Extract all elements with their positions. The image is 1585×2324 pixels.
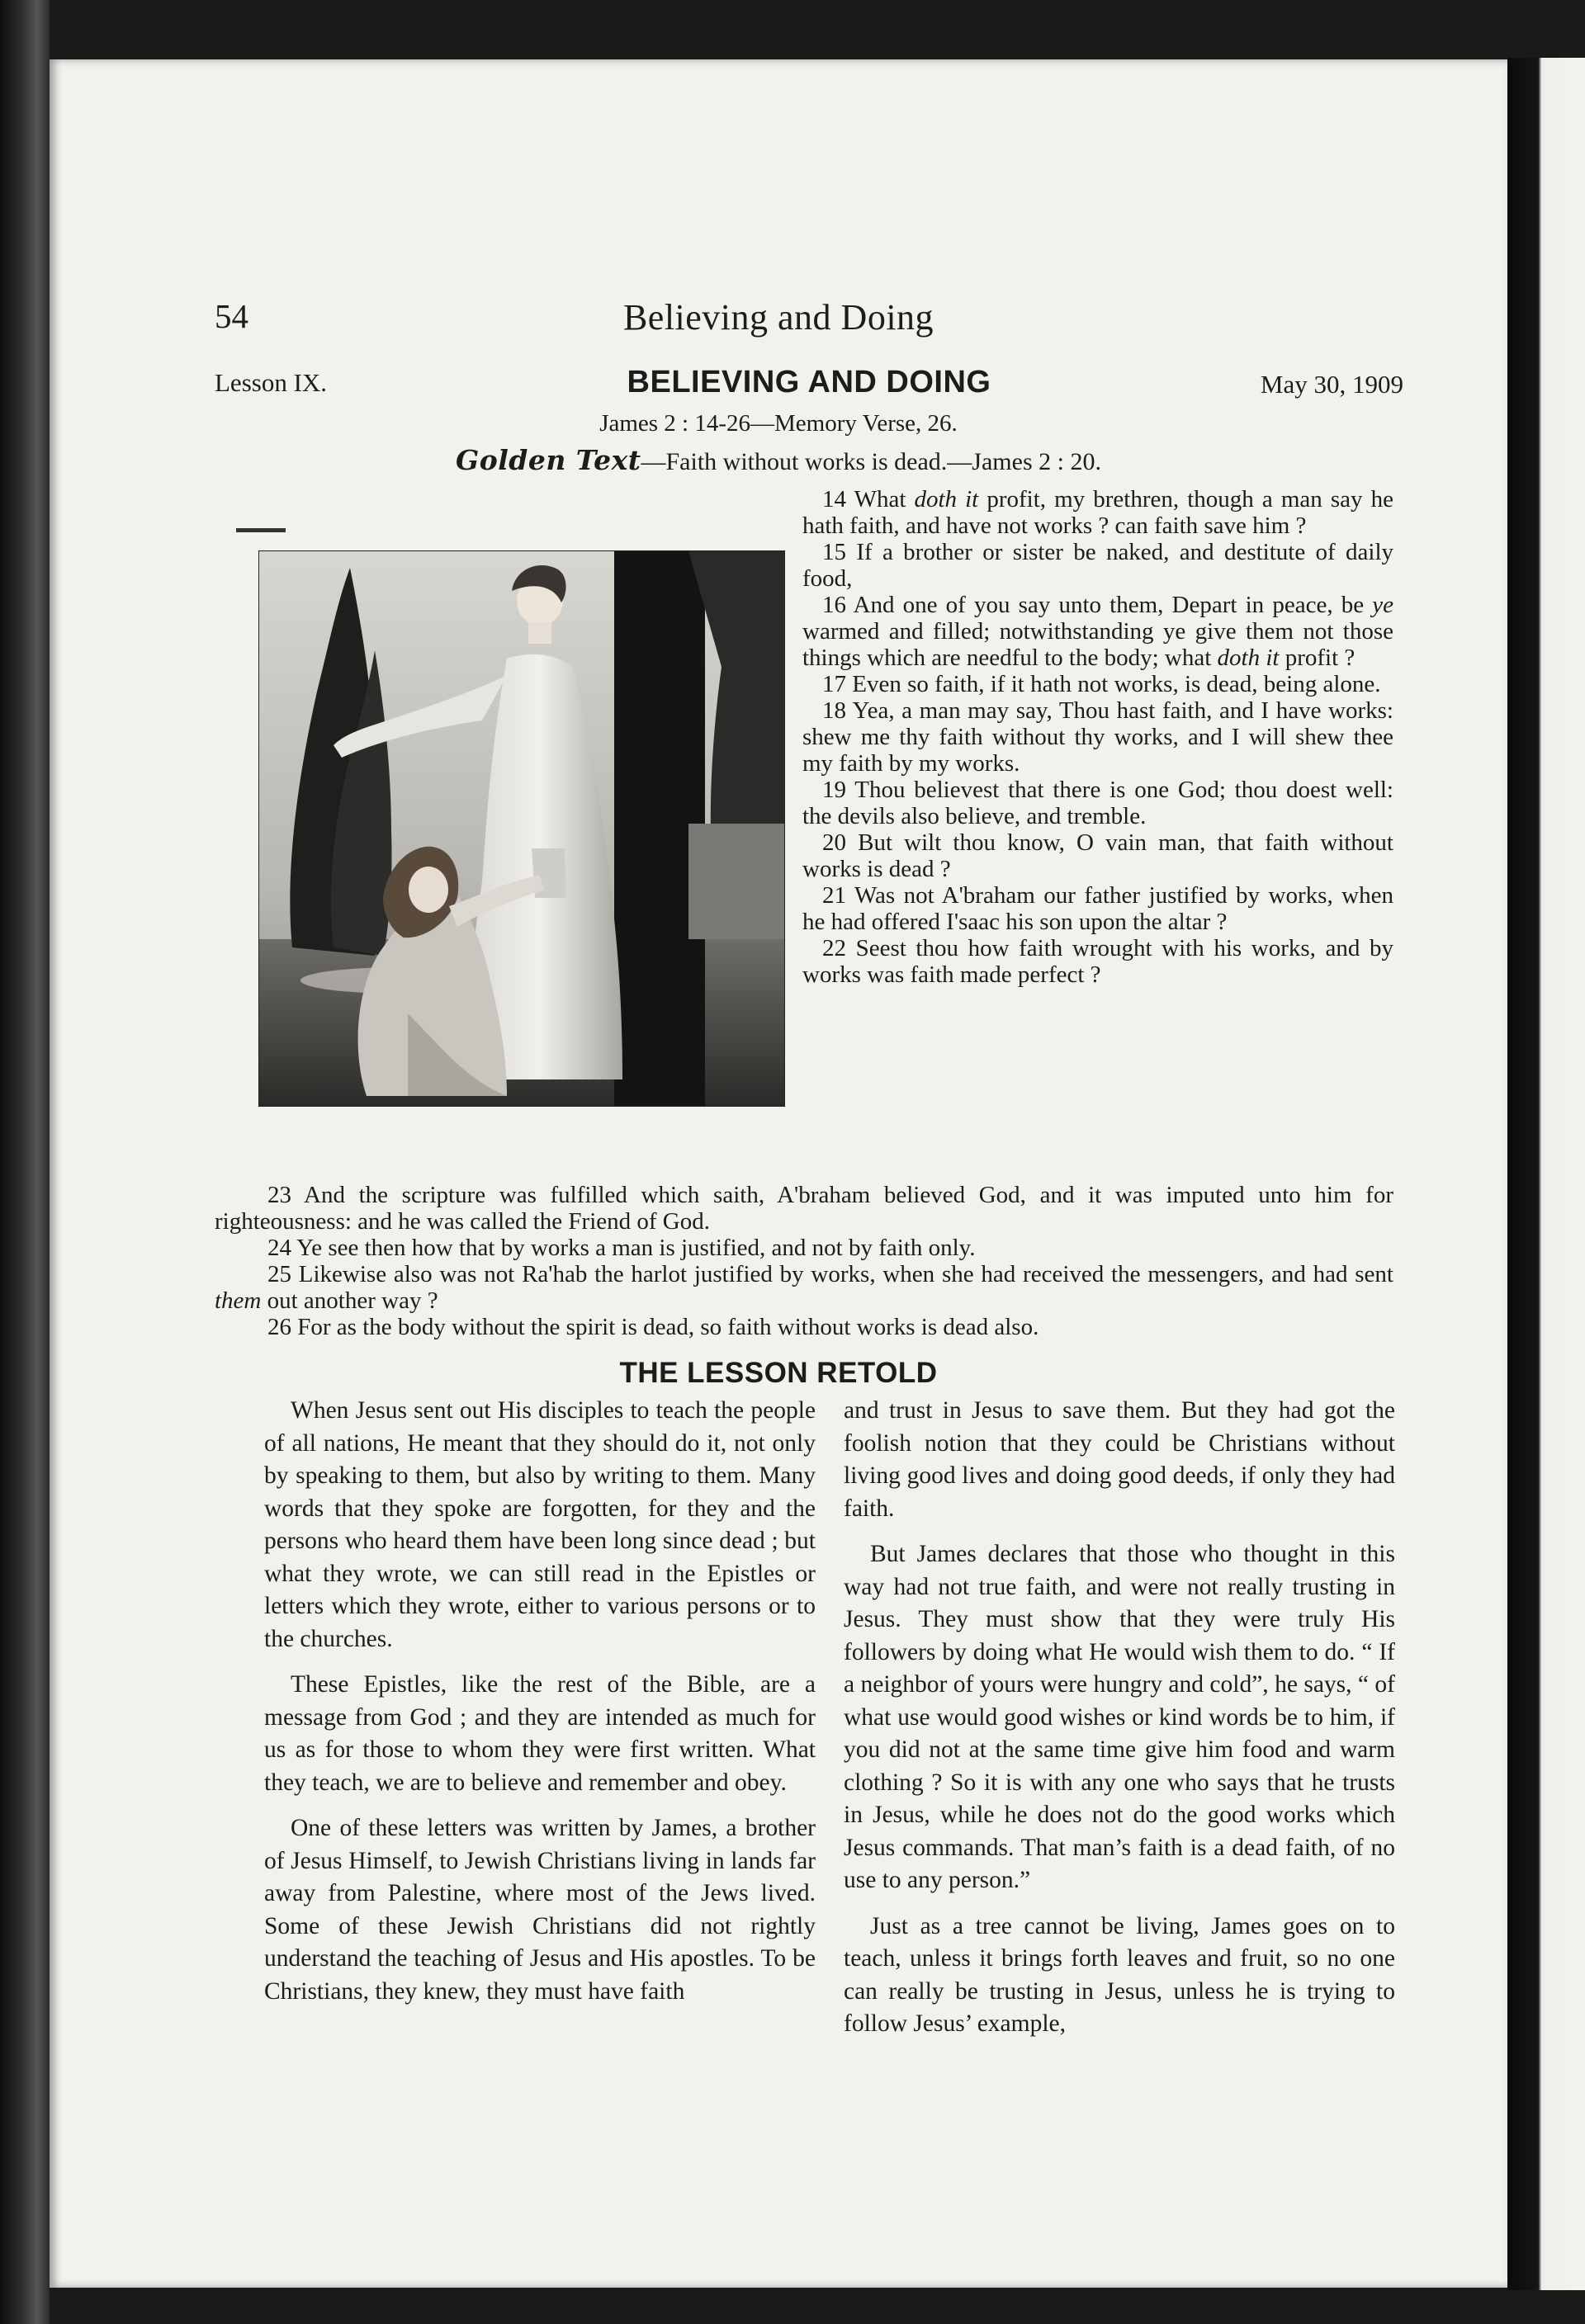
verse-15: 15 If a brother or sister be naked, and destitute of daily food, (802, 539, 1393, 592)
verse-18: 18 Yea, a man may say, Thou hast faith, and I have works: shew me thy faith without thy works, and I will shew thee my faith by my works. (802, 697, 1393, 777)
verse-19: 19 Thou believest that there is one God; thou doest well: the devils also believe, and tremble. (802, 777, 1393, 829)
running-title: Believing and Doing (622, 297, 934, 338)
retold-paragraph: Just as a tree cannot be living, James goes on to teach, unless it brings forth leaves and fruit, so no one can really be trusting in Jesus, unless he is trying to follow Jesus’ example, (844, 1912, 1395, 2037)
retold-paragraph: When Jesus sent out His disciples to teach the people of all nations, He meant that they should do it, not only by speaking to them, but also by writing to them. Many words that they spoke are forgotten, for they and the persons who heard them have been long since dead ; but what they wrote, we can still read in the Epistles or letters which they wrote, either to various persons or to the churches. (264, 1397, 816, 1652)
verse-17: 17 Even so faith, if it hath not works, is dead, being alone. (822, 671, 1381, 697)
verse-26: 26 For as the body without the spirit is dead, so faith without works is dead also. (267, 1314, 1039, 1340)
verse-22: 22 Seest thou how faith wrought with his works, and by works was faith made perfect ? (802, 935, 1393, 988)
book-page (50, 59, 1507, 2288)
scripture-reference: James 2 : 14-26—Memory Verse, 26. (599, 410, 958, 437)
margin-dash-mark (236, 528, 286, 532)
running-header (50, 296, 1507, 338)
retold-left-column (264, 1395, 816, 2021)
verse-25: 25 Likewise also was not Ra'hab the harlot justified by works, when she had received the messengers, and had sent them out another way ? (215, 1261, 1393, 1314)
retold-paragraph: and trust in Jesus to save them. But they had got the foolish notion that they could be Christians without living good lives and doing good deeds, if only they had faith. (844, 1397, 1395, 1522)
lesson-number: Lesson IX. (215, 368, 328, 397)
lesson-date: May 30, 1909 (1260, 370, 1403, 399)
illustration-woman-kneeling (258, 550, 785, 1107)
verse-14: 14 What doth it profit, my brethren, though a man say he hath faith, and have not works ? can faith save him ? (802, 486, 1393, 539)
retold-paragraph: But James declares that those who thought in this way had not true faith, and were not really trusting in Jesus. They must show that they were truly His followers by doing what He would wish them to do. “ If a neighbor of yours were hungry and cold”, he says, “ of what use would good wishes or kind words be to him, if you did not at the same time give him food and warm clothing ? So it is with any one who says that he trusts in Jesus, while he does not do the good works which Jesus commands. That man’s faith is a dead faith, of no use to any person.” (844, 1541, 1395, 1893)
retold-paragraph: These Epistles, like the rest of the Bible, are a message from God ; and they are intended as much for us as for those to whom they were first written. What they teach, we are to believe and remember and obey. (264, 1671, 816, 1796)
verse-23: 23 And the scripture was fulfilled which saith, A'braham believed God, and it was imputed unto him for righteousness: and he was called the Friend of God. (215, 1182, 1393, 1235)
lesson-retold-heading: THE LESSON RETOLD (619, 1357, 938, 1389)
verse-20: 20 But wilt thou know, O vain man, that faith without works is dead ? (802, 829, 1393, 882)
verses-full-width (215, 1182, 1393, 1340)
lesson-title: BELIEVING AND DOING (627, 365, 991, 399)
verses-beside-illustration (802, 486, 1393, 988)
golden-text-label: Golden Text (456, 444, 641, 476)
lesson-heading-row (215, 365, 1403, 414)
verse-21: 21 Was not A'braham our father justified by works, when he had offered I'saac his son upon the altar ? (802, 882, 1393, 935)
golden-text-body: —Faith without works is dead.—James 2 : 20. (641, 448, 1101, 475)
page-number: 54 (215, 297, 248, 335)
retold-right-column (844, 1395, 1395, 2054)
verse-16: 16 And one of you say unto them, Depart in peace, be ye warmed and filled; notwithstanding ye give them not those things which are needful to the body; what doth it profit ? (802, 592, 1393, 671)
golden-text (50, 444, 1507, 476)
retold-paragraph: One of these letters was written by James, a brother of Jesus Himself, to Jewish Christians living in lands far away from Palestine, where most of the Jews lived. Some of these Jewish Christians did not rightly understand the teaching of Jesus and His apostles. To be Christians, they knew, they must have faith (264, 1815, 816, 2005)
book-spine-shadow (0, 0, 50, 2324)
verse-24: 24 Ye see then how that by works a man is justified, and not by faith only. (267, 1235, 976, 1261)
engraving-picture (259, 551, 784, 1106)
facing-page-edge (1507, 58, 1585, 2290)
